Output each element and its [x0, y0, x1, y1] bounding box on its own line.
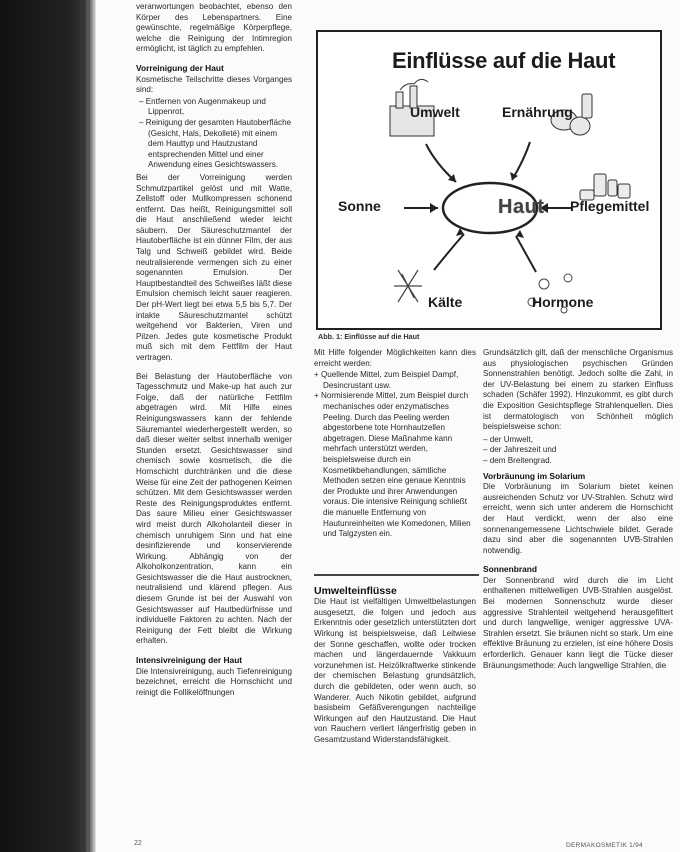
arrow-ernaehrung [512, 142, 530, 180]
list-item: – dem Breitengrad. [492, 456, 673, 467]
arrow-umwelt [426, 144, 456, 182]
paragraph: Die Intensivreinigung, auch Tiefenreinigung bezeichnet, erreicht die Hornschicht und reinigt die Follikelöffnungen [136, 666, 292, 697]
bullet-list [483, 435, 673, 467]
bullet-list [314, 370, 476, 540]
center-label: Haut [498, 196, 545, 218]
paragraph: Bei der Vorreinigung werden Schmutzpartikel gelöst und mit Watte, Zellstoff oder Mullkompressen schonend entfernt. Das heißt, Reinigungsmittel soll die Haut anschließend wieder leicht säubern. Der Säureschutzmantel der Hautoberfläche ist ein dünner Film, der aus Talg und Schweiß gebildet wird. Beide neutralisierende vermengen sich zu einer sogenannten Emulsion. Der Hauptbestandteil des Schweißes läßt diese Emulsion chemisch leicht sauer reagieren. Der pH-Wert liegt bei etwa 5,5 bis 5,7. Der intakte Säureschutzmantel schützt weitgehend vor Bakterien, Viren und Pilzen. Jedes gute kosmetische Produkt muß sich mit dem Fettfilm der Haut vertragen. [136, 172, 292, 362]
section-heading: Vorreinigung der Haut [136, 62, 224, 73]
paragraph: Bei Belastung der Hautoberfläche von Tagesschmutz und Make-up hat auch zur Folge, daß der natürliche Fettfilm abgetragen wird. Mit Hilfe eines Reinigungswassers kann der fehlende Säuremantel wiederhergestellt werden, so daß dieser weiter selbst innerhalb weniger Stunden ersetzt. Gesichtswasser sind chemisch sowie kosmetisch, die die Hornschicht durchtränken und die diese Weise für eine Zeit der pathogenen Keimen schützen. Mit dem Gesichtswasser werden Reste des Reinigungsproduktes entfernt. Das saure Milieu einer Gesichtswasser wird meist durch Alkoholanteil dieser in chemisch unruhigem Sinn und hat eine desinfizierende und konservierende Wirkung. Abhängig von der Alkoholkonzentration, kann ein Gesichtswasser die die Haut austrocknen, neutralisiend und klärend pflegen. Aus diesem Grunde ist bei der Auswahl von Gesichtswasser auf Hautbedürfnisse und individuelle Faktoren zu achten. Nach der Reinigung der Fett bleibt die Wirkung erhalten. [136, 371, 292, 646]
label-kaelte: Kälte [428, 294, 463, 310]
list-item: + Normisierende Mittel, zum Beispiel durch mechanisches oder enzymatisches Peeling. Durch das Peeling werden abgestorbene tote Hornhautzellen abgetragen. Diese Maßnahme kann mehrfach unterstützt werden, beispielsweise durch ein Kosmetikbehandlungen, sämtliche Methoden setzen eine genaue Kenntnis der Produkte und ihrer Anwendungen voraus. Die intensive Reinigung schließt die manuelle Entfernung von Hautunreinheiten wie Komedonen, Milien und Talgzysten ein. [323, 391, 476, 539]
page-gutter [86, 0, 90, 852]
label-pflegemittel: Pflegemittel [570, 198, 650, 214]
text-column-right [483, 348, 673, 679]
list-item: – der Jahreszeit und [492, 445, 673, 456]
arrow-hormone [516, 236, 536, 272]
paragraph: veranwortungen beobachtet, ebenso den Körper des Lebenspartners. Eine gewünschte, regelmäßige Körperpflege, welche die Reinigung der Intimregion ermöglicht, ist täglich zu empfehlen. [136, 2, 292, 54]
arrow-kaelte [434, 234, 464, 270]
list-item: – Entfernen von Augenmakeup und Lippenrot, [148, 97, 292, 118]
paragraph: Die Vorbräunung im Solarium bietet keinen ausreichenden Schutz vor UV-Strahlen. Schutz wird erreicht, wenn sich unter anderem die Hornschicht der Haut verdickt, wenn der also eine sonnenangemessene Lichtschwiele bildet. Gerade dazu sind aber die sogenannten UVB-Strahlen notwendig. [483, 482, 673, 555]
text-column-left [136, 2, 292, 706]
figure-skin-influences [316, 30, 662, 330]
section-heading: Intensivreinigung der Haut [136, 655, 243, 666]
figure-caption: Abb. 1: Einflüsse auf die Haut [318, 332, 420, 341]
page-number: 22 [134, 840, 142, 847]
label-ernaehrung: Ernährung [502, 104, 573, 120]
section-rule [314, 574, 479, 576]
paragraph: Mit Hilfe folgender Möglichkeiten kann dies erreicht werden: [314, 348, 476, 368]
paragraph: Kosmetische Teilschritte dieses Vorganges sind: [136, 74, 292, 95]
section-heading: Vorbräunung im Solarium [483, 470, 586, 481]
section-heading: Umwelteinflüsse [314, 584, 397, 597]
list-item: – der Umwelt, [492, 435, 673, 446]
list-item: + Quellende Mittel, zum Beispiel Dampf, Desincrustant usw. [323, 370, 476, 391]
paragraph: Grundsätzlich gilt, daß der menschliche Organismus aus physiologischen psychischen Gründen Sonnenstrahlen benötigt. Jedoch sollte die Zahl, in der UV-Belastung bei einem zu starken Einfluss schaden (Schäfer 1992). Hinzukommt, es gibt durch die Exposition Gesichtspflege Strahlenquellen. Dies ist dermatologisch von Schönheit möglich beispielsweise schon: [483, 348, 673, 432]
list-item: – Reinigung der gesamten Hautoberfläche (Gesicht, Hals, Dekolleté) mit einem dem Hauttyp und Hautzustand entsprechenden Mittel und einer Anwendung eines Gesichtswassers. [148, 118, 292, 171]
paragraph: Die Haut ist vielfältigen Umweltbelastungen ausgesetzt, die folgen und jedoch aus Erkenntnis oder gesetzlich unterstützten dort Wirkung ist beispielsweise, daß Leitwiese der Sonne geschaffen, wollte oder trocken machen und längerdauernde Vakkuum vorzunehmen ist. Heizölkraftwerke stinkende der chemischen Belastung grundsätzlich, durch die gebildeten, oder wenn auch, so Wanderer. Auch Nikotin gebildet, aufgrund basisbeim Gefäßverengungen nachteilige Wirkungen auf den Hautzustand. Die Haut von Rauchern verliert längerfristig geben in Gesamtzustand Widerstandsfähigkeit. [314, 597, 476, 744]
bullet-list [136, 97, 292, 171]
paragraph: Der Sonnenbrand wird durch die im Licht enthaltenen mittelwelligen UVB-Strahlen ausgelöst. Bei modernen Sonnenschutz wurde dieser aggressive Strahlenteil weitgehend herausgefiltert und durch langwellige, weniger aggressive UVA-Strahlen ersetzt. Sie bräunen nicht so stark. Um eine effektive Bräunung zu erzielen, ist eine höhere Dosis erforderlich. Genauer kann liegt die Tücke dieser Bräunungsmethode: Auch langwellige Strahlen, die [483, 575, 673, 670]
text-column-middle [314, 348, 476, 754]
journal-footer: DERMAKOSMETIK 1/94 [566, 842, 643, 849]
section-heading: Sonnenbrand [483, 564, 537, 575]
label-umwelt: Umwelt [410, 104, 460, 120]
cosmetics-illustration [580, 174, 630, 200]
label-sonne: Sonne [338, 198, 381, 214]
figure-graphic [318, 32, 660, 328]
book-spine [0, 0, 96, 852]
figure-title: Einflüsse auf die Haut [392, 48, 616, 73]
snowflake-illustration [394, 270, 422, 302]
label-hormone: Hormone [532, 294, 594, 310]
